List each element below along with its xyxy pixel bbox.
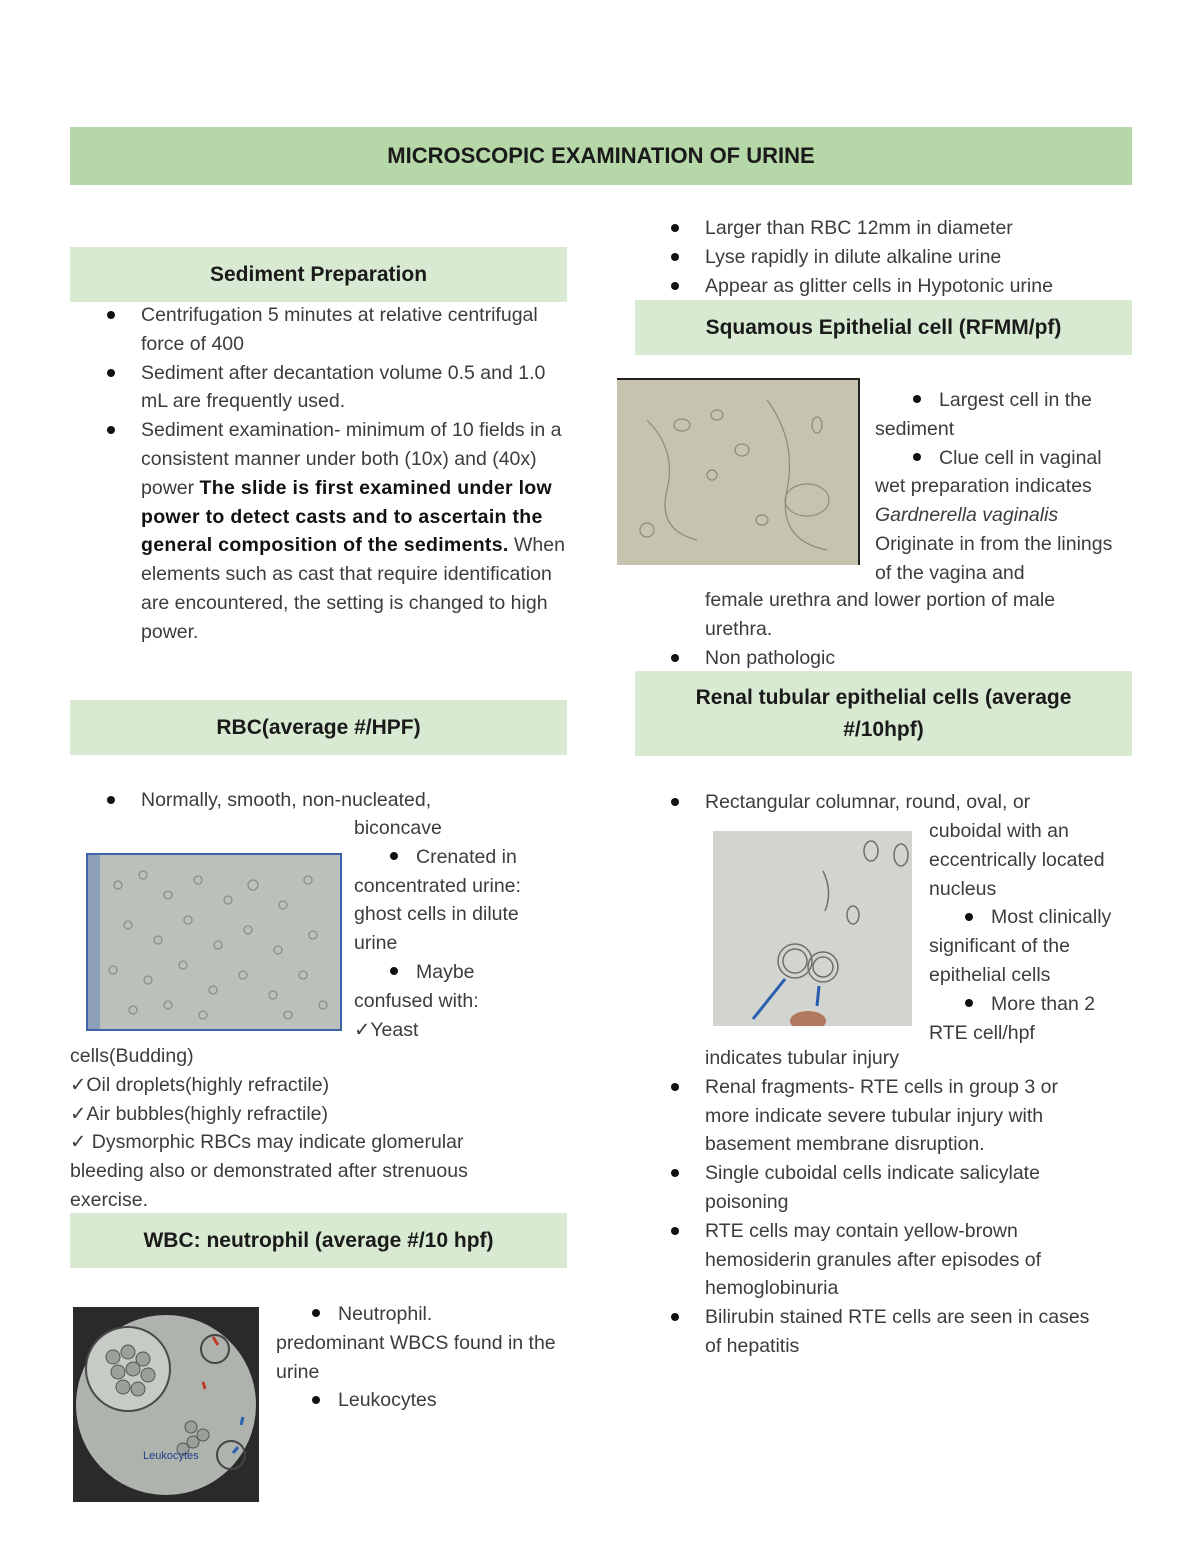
wbc-text-beside-photo: Neutrophil. predominant WBCS found in the urine Leukocytes bbox=[276, 1300, 561, 1415]
list-item: Lyse rapidly in dilute alkaline urine bbox=[705, 243, 1125, 272]
rbc-micrograph bbox=[86, 853, 342, 1031]
list-item: Leukocytes bbox=[276, 1386, 561, 1415]
page-title: MICROSCOPIC EXAMINATION OF URINE bbox=[387, 142, 815, 168]
list-item: Largest cell in the sediment bbox=[875, 389, 1092, 440]
rte-heading: Renal tubular epithelial cells (average #/10hpf) bbox=[635, 671, 1132, 756]
leukocytes-photo-label: Leukocytes bbox=[143, 1450, 199, 1462]
emphasis-text: The slide is first examined under low power to detect casts and to ascertain the general composition of the sediments. bbox=[141, 476, 552, 557]
list-item: Maybe confused with: bbox=[354, 960, 479, 1012]
list-item: Sediment after decantation volume 0.5 and 1.0 mL are frequently used. bbox=[141, 359, 566, 417]
rte-list bbox=[705, 1044, 1105, 1361]
list-item: Most clinically significant of the epithelial cells bbox=[929, 906, 1112, 986]
page-title-bar bbox=[70, 127, 1132, 185]
list-item: Single cuboidal cells indicate salicylate poisoning bbox=[705, 1159, 1105, 1217]
list-item: Renal fragments- RTE cells in group 3 or more indicate severe tubular injury with basement membrane disruption. bbox=[705, 1073, 1105, 1159]
wbc-heading: WBC: neutrophil (average #/10 hpf) bbox=[70, 1213, 567, 1268]
list-item-continuation: indicates tubular injury bbox=[705, 1047, 900, 1069]
list-item: Crenated in concentrated urine: ghost cells in dilute urine bbox=[354, 845, 521, 955]
list-item: Clue cell in vaginal wet preparation indicates bbox=[875, 446, 1102, 498]
squamous-text-beside-photo: Largest cell in the sediment Clue cell in vaginal wet preparation indicates Gardnerella vaginalis Originate in from the linings of the vagina and bbox=[875, 386, 1130, 588]
bullet-icon bbox=[965, 913, 973, 921]
rbc-check-list: cells(Budding) ✓Oil droplets(highly refractile) ✓Air bubbles(highly refractile) ✓ Dysmorphic RBCs may indicate glomerular bleeding also or demonstrated after strenuous exercise. bbox=[70, 1045, 468, 1211]
bullet-icon bbox=[913, 395, 921, 403]
rte-text-beside-photo: cuboidal with an eccentrically located nucleus Most clinically significant of the epithelial cells More than 2 RTE cell/hpf bbox=[929, 817, 1129, 1047]
list-item-continuation: female urethra and lower portion of male urethra. bbox=[705, 589, 1056, 640]
bullet-icon bbox=[312, 1396, 320, 1404]
squamous-heading: Squamous Epithelial cell (RFMM/pf) bbox=[635, 300, 1132, 355]
list-item: Rectangular columnar, round, oval, or bbox=[705, 788, 1125, 817]
list-item: Neutrophil. bbox=[276, 1300, 561, 1329]
list-item: Appear as glitter cells in Hypotonic urine bbox=[705, 272, 1125, 301]
rbc-heading: RBC(average #/HPF) bbox=[70, 700, 567, 755]
list-item: Sediment examination- minimum of 10 fields in a consistent manner under both (10x) and (40x) power The slide is first examined under low power to detect casts and to ascertain the general composition of the sediments. When elements such as cast that require identification are encountered, the setting is changed to high power. bbox=[141, 416, 566, 646]
wbc-micrograph bbox=[73, 1307, 259, 1502]
bullet-icon bbox=[390, 967, 398, 975]
list-item: Normally, smooth, non-nucleated, bbox=[141, 786, 566, 815]
list-item: Centrifugation 5 minutes at relative centrifugal force of 400 bbox=[141, 301, 566, 359]
list-item: Bilirubin stained RTE cells are seen in cases of hepatitis bbox=[705, 1303, 1105, 1361]
rbc-text-beside-photo: biconcave Crenated in concentrated urine: ghost cells in dilute urine Maybe confused with: ✓Yeast bbox=[354, 814, 554, 1044]
bullet-icon bbox=[965, 999, 973, 1007]
sediment-heading: Sediment Preparation bbox=[70, 247, 567, 302]
squamous-micrograph bbox=[617, 378, 860, 565]
rte-micrograph bbox=[713, 831, 912, 1026]
list-item: RTE cells may contain yellow-brown hemosiderin granules after episodes of hemoglobinuria bbox=[705, 1217, 1105, 1303]
organism-name: Gardnerella vaginalis bbox=[875, 504, 1059, 527]
bullet-icon bbox=[390, 852, 398, 860]
bullet-icon bbox=[312, 1309, 320, 1317]
list-item: Larger than RBC 12mm in diameter bbox=[705, 214, 1125, 243]
list-item: More than 2 RTE cell/hpf bbox=[929, 992, 1096, 1044]
list-item: Non pathologic bbox=[705, 644, 1125, 673]
rbc-continued-list bbox=[705, 214, 1125, 300]
sediment-list bbox=[141, 301, 566, 647]
bullet-icon bbox=[913, 453, 921, 461]
